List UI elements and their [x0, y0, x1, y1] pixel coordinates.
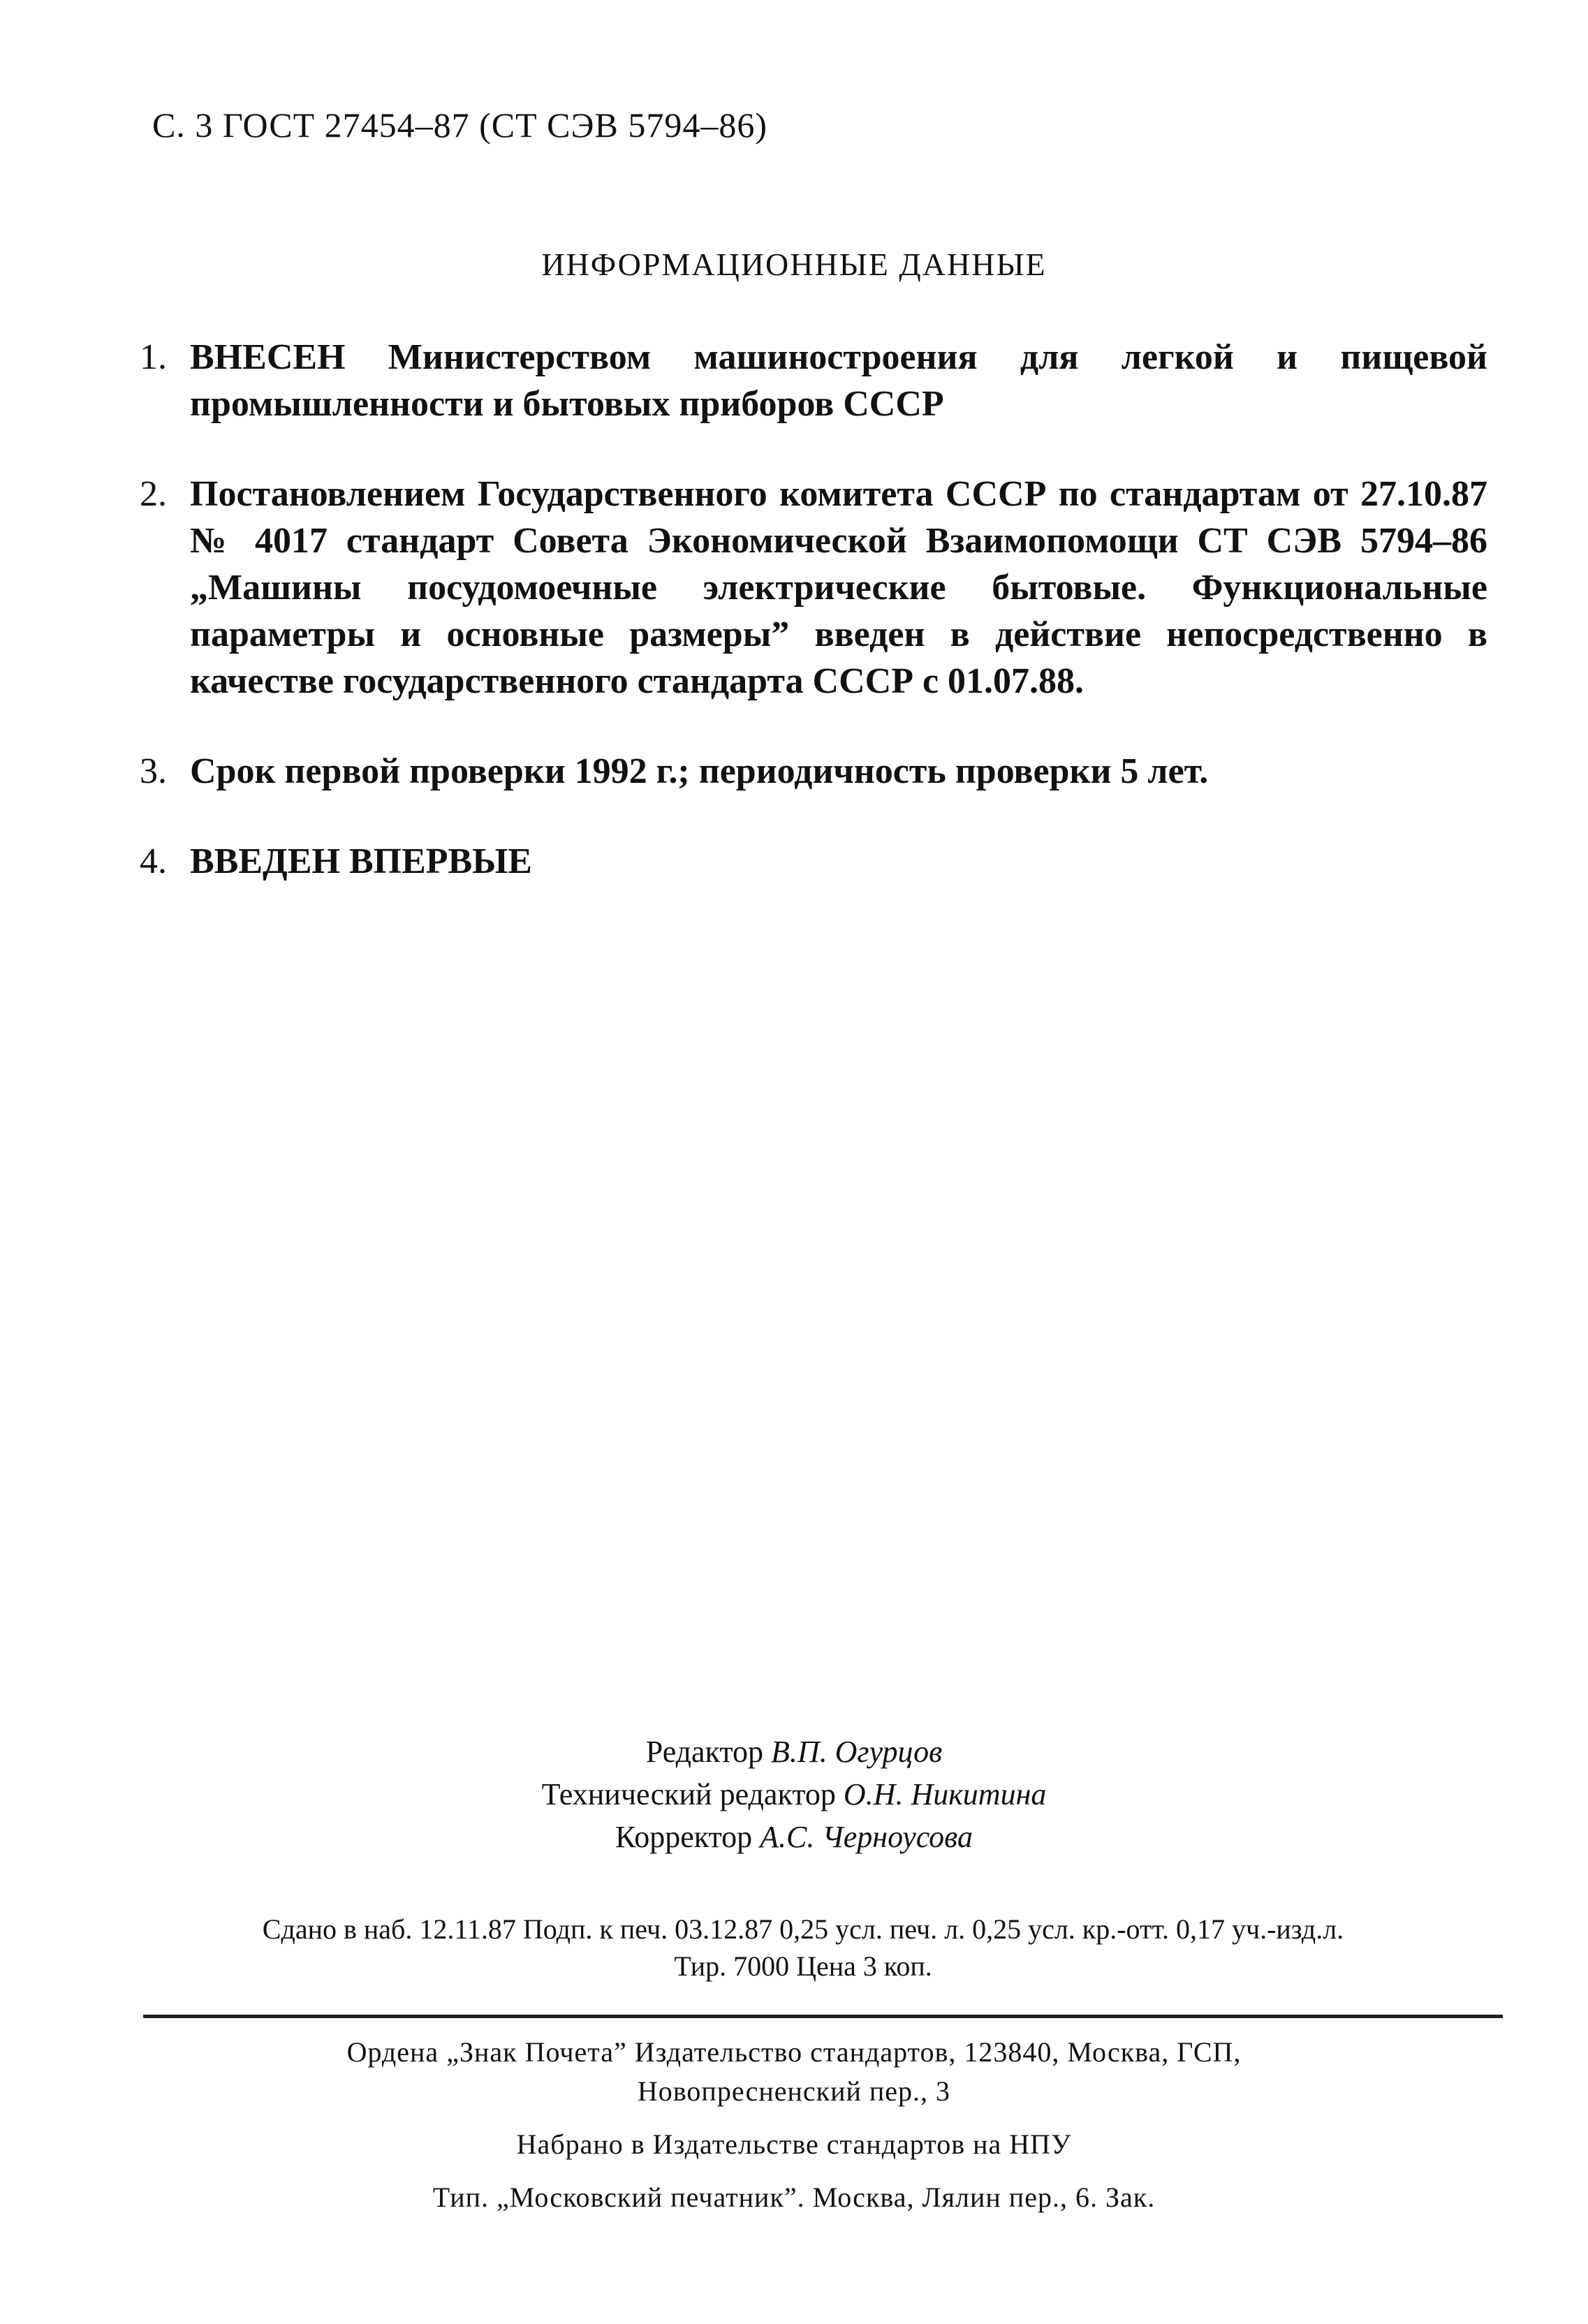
credit-proofreader — [0, 1816, 1588, 1858]
section-title: ИНФОРМАЦИОННЫЕ ДАННЫЕ — [541, 247, 1047, 282]
item-number: 4. — [140, 841, 167, 881]
publisher-line: Ордена „Знак Почета” Издательство стандартов, 123840, Москва, ГСП, — [346, 2036, 1242, 2068]
item-text: Постановлением Государственного комитета СССР по стандартам от 27.10.87 № 4017 стандарт Совета Экономической Взаимопомощи СТ СЭВ 5794–86 „Машины посудомоечные электрические бытовые. Функциональные параметры и основные размеры” введен в действие непосредственно в качестве государственного стандарта СССР с 01.07.88. — [190, 474, 1487, 701]
imprint-line: Сдано в наб. 12.11.87 Подп. к печ. 03.12.87 0,25 усл. печ. л. 0,25 усл. кр.-отт. 0,17 уч.-изд.л. — [262, 1913, 1344, 1945]
credit-name: О.Н. Никитина — [843, 1777, 1047, 1811]
info-item — [140, 748, 1487, 795]
item-text: ВВЕДЕН ВПЕРВЫЕ — [190, 841, 532, 881]
credit-name: В.П. Огурцов — [771, 1735, 943, 1769]
info-item — [140, 838, 1487, 885]
divider-rule — [143, 2015, 1503, 2018]
item-number: 1. — [140, 337, 167, 377]
credit-editor — [0, 1730, 1588, 1773]
info-item — [140, 471, 1487, 705]
credit-name: А.С. Черноусова — [760, 1820, 973, 1854]
page-header: С. 3 ГОСТ 27454–87 (СТ СЭВ 5794–86) — [152, 105, 768, 145]
credits-block — [0, 1730, 1588, 1858]
imprint-block — [133, 1911, 1473, 1985]
item-number: 2. — [140, 474, 167, 514]
printer-line: Тип. „Московский печатник”. Москва, Лялин пер., 6. Зак. — [432, 2182, 1156, 2213]
publisher-line: Новопресненский пер., 3 — [637, 2075, 951, 2107]
info-item — [140, 334, 1487, 427]
imprint-line: Тир. 7000 Цена 3 коп. — [674, 1950, 932, 1982]
info-items-list — [140, 334, 1487, 928]
credit-technical-editor — [0, 1773, 1588, 1816]
credit-role: Редактор — [645, 1735, 763, 1769]
item-number: 3. — [140, 751, 167, 791]
credit-role: Корректор — [615, 1820, 753, 1854]
item-text: Срок первой проверки 1992 г.; периодичность проверки 5 лет. — [190, 751, 1209, 791]
typeset-line: Набрано в Издательстве стандартов на НПУ — [516, 2128, 1072, 2160]
publisher-block — [0, 2033, 1588, 2217]
item-text: ВНЕСЕН Министерством машиностроения для легкой и пищевой промышленности и бытовых приборов СССР — [190, 337, 1487, 424]
credit-role: Технический редактор — [541, 1777, 836, 1811]
